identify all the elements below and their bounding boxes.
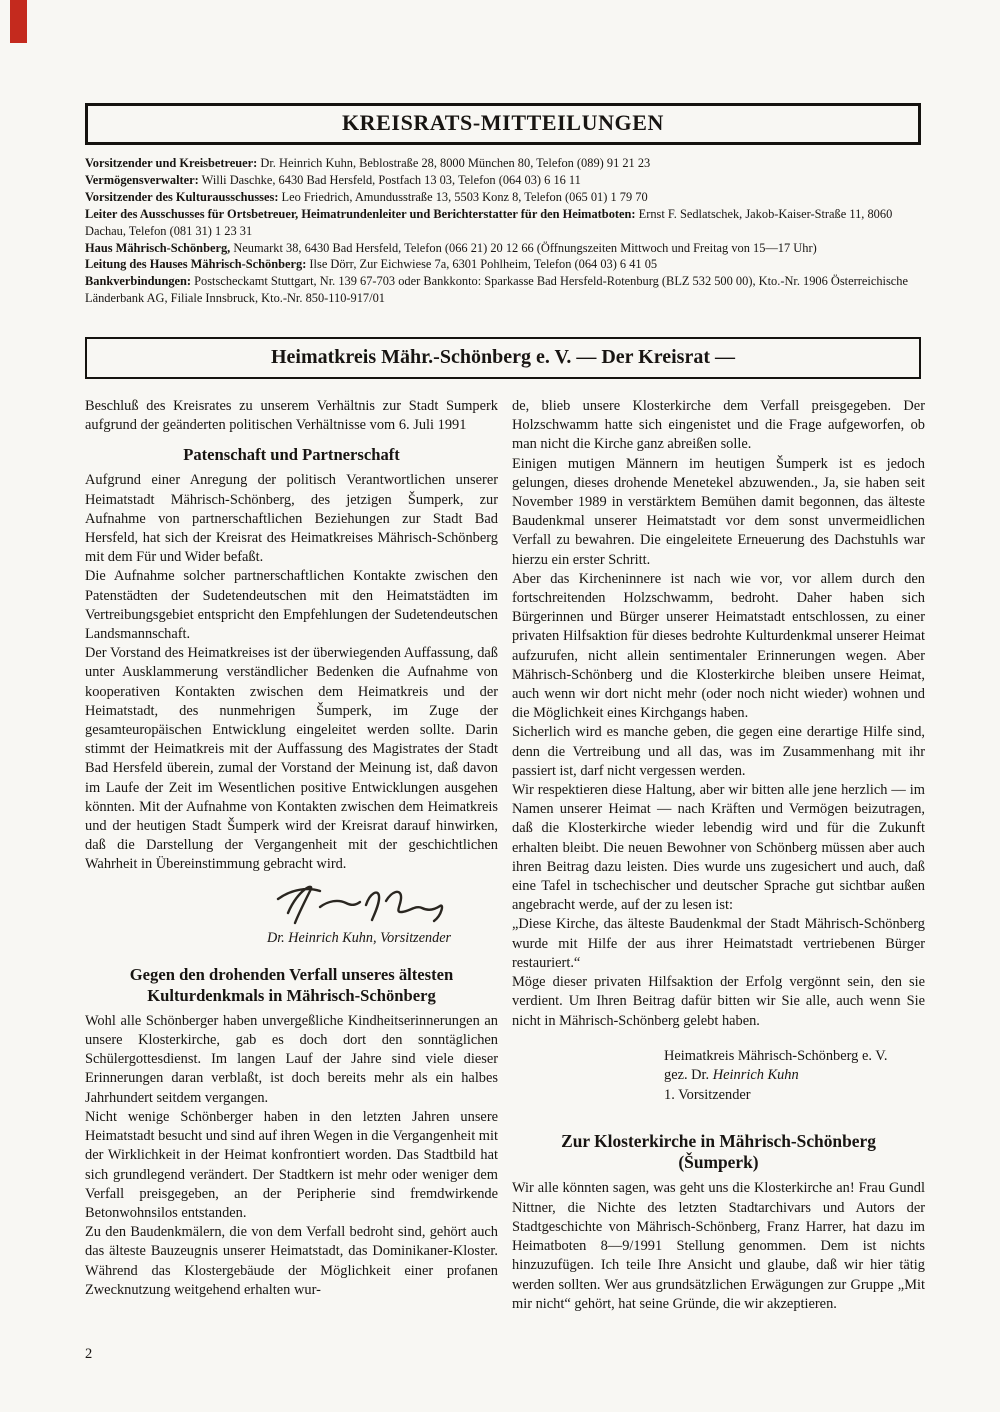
- contact-text: Willi Daschke, 6430 Bad Hersfeld, Postfach 13 03, Telefon (064 03) 6 16 11: [198, 172, 581, 187]
- contact-text: Dr. Heinrich Kuhn, Beblostraße 28, 8000 München 80, Telefon (089) 91 21 23: [257, 156, 651, 170]
- contact-text: Ilse Dörr, Zur Eichwiese 7a, 6301 Pohlheim, Telefon (064 03) 6 41 05: [306, 257, 658, 272]
- masthead-title: KREISRATS-MITTEILUNGEN: [341, 110, 665, 135]
- red-tab-mark: [10, 0, 27, 43]
- contact-text: Ernst F. Sedlatschek, Jakob-Kaiser-Straße 11, 8060 Dachau, Telefon (081 31) 1 23 31: [85, 206, 893, 238]
- contact-label: Vorsitzender des Kulturausschusses:: [85, 189, 279, 204]
- contact-text: Leo Friedrich, Amundusstraße 13, 5503 Konz 8, Telefon (065 01) 1 79 70: [278, 189, 648, 204]
- contact-line: [85, 155, 927, 172]
- masthead: [85, 103, 921, 145]
- body-paragraph: Zu den Baudenkmälern, die von dem Verfall bedroht sind, gehört auch das älteste Bauzeugnis unserer Heimatstadt, das Dominikaner-Kloster. Während das Klostergebäude der Möglichkeit einer profanen Zwecknutzung weitgehend erhalten wur-: [85, 1224, 498, 1298]
- contact-line: [85, 172, 927, 189]
- contact-label: Vermögensverwalter:: [85, 172, 199, 187]
- body-paragraph: Aber das Kircheninnere ist nach wie vor, vor allem durch den fortschreitenden Holzschwamm, bedroht. Daher haben sich Bürgerinnen und Bürger unserer Heimatstadt entschlossen, zu einer privaten Hilfsaktion für dieses bedrohte Kulturdenkmal unserer Heimat aufzurufen, nicht allein sentimentaler Erinnerungen wegen. Aber Mährisch-Schönberg und die Klosterkirche bleiben unsere Heimat, auch wenn wir dort nicht mehr (oder noch nicht wieder) wohnen und die Möglichkeit eines Kirchgangs haben.: [512, 570, 925, 722]
- body-paragraph: Nicht wenige Schönberger haben in den letzten Jahren unsere Heimatstadt besucht und sind auf ihren Wegen in die Vergangenheit mit der Wirklichkeit in der Heimat konfrontiert worden. Das Stadtbild hat sich grundlegend verändert. Der Stadtkern ist mehr oder weniger dem Verfall preisgegeben, an der Peripherie sind fremdwirkende Betonwohnsilos entstanden.: [85, 1108, 498, 1221]
- body-paragraph: Einigen mutigen Männern im heutigen Šumperk ist es jedoch gelungen, dieses drohende Menetekel abzuwenden., Ja, sie haben seit November 1989 in verstärktem Bemühen damit begonnen, das älteste Baudenkmal unserer Heimatstadt vor dem sonst unvermeidlichen Verfall zu bewahren. Die eingeleitete Erneuerung des Dachstuhls war hierzu ein erster Schritt.: [512, 455, 925, 568]
- closing-block: [664, 1047, 925, 1106]
- section-banner: Heimatkreis Mähr.-Schönberg e. V. — Der Kreisrat —: [85, 337, 921, 379]
- contact-info-block: [85, 155, 927, 307]
- closing-signer-name: Heinrich Kuhn: [712, 1067, 799, 1084]
- contact-text: Postscheckamt Stuttgart, Nr. 139 67-703 oder Bankkonto: Sparkasse Bad Hersfeld-Rotenburg (BLZ 532 500 00), Kto.-Nr. 1906 Österreichische Länderbank AG, Filiale Innsbruck, Kto.-Nr. 850-110-917/01: [85, 274, 908, 306]
- signature-caption: Dr. Heinrich Kuhn, Vorsitzender: [266, 929, 452, 946]
- contact-line: [85, 273, 927, 307]
- heading-patenschaft: Patenschaft und Partnerschaft: [183, 445, 400, 465]
- right-column: [512, 397, 925, 1314]
- body-paragraph: Wohl alle Schönberger haben unvergeßliche Kindheitserinnerungen an unsere Klosterkirche, gab es doch dort den sonntäglichen Schülergottesdienst. Im langen Lauf der Jahre sind viele dieser Erinnerungen daran verblaßt, ist doch bereits mehr als ein halbes Jahrhundert seitdem vergangen.: [85, 1012, 498, 1106]
- heading-klosterkirche-line1: Zur Klosterkirche in Mährisch-Schönberg: [561, 1131, 876, 1152]
- closing-role: 1. Vorsitzender: [664, 1086, 751, 1103]
- closing-signer-prefix: gez. Dr.: [664, 1067, 713, 1084]
- contact-text: Neumarkt 38, 6430 Bad Hersfeld, Telefon (066 21) 20 12 66 (Öffnungszeiten Mittwoch und Freitag von 15—17 Uhr): [230, 240, 817, 255]
- signature-block: [234, 877, 484, 948]
- body-paragraph: Sicherlich wird es manche geben, die gegen eine derartige Hilfe sind, denn die Vertreibung und all das, was im Zusammenhang mit ihr passiert ist, darf nicht vergessen werden.: [512, 724, 925, 779]
- body-paragraph: Wir alle könnten sagen, was geht uns die Klosterkirche an! Frau Gundl Nittner, die Nichte des letzten Stadtarchivars und Autors der Stadtgeschichte von Mährisch-Schönberg, Franz Harrer, hat dazu im Heimatboten 8—9/1991 Stellung genommen. Dem ist nichts hinzuzufügen. Ich teile Ihre Ansicht und glaube, daß wir hier tätig werden sollten. Wer aus grundsätzlichen Erwägungen zur Gruppe „Mit mir nicht“ gehört, hat seine Gründe, die wir akzeptieren.: [512, 1180, 925, 1312]
- heading-verfall-line2: Kulturdenkmals in Mährisch-Schönberg: [147, 985, 436, 1005]
- body-paragraph: Die Aufnahme solcher partnerschaftlichen Kontakte zwischen den Patenstädten der Sudetendeutschen mit den Heimatstädten im Vertreibungsgebiet entspricht den Empfehlungen der Sudetendeutschen Landsmannschaft.: [85, 568, 498, 643]
- body-paragraph: Möge dieser privaten Hilfsaktion der Erfolg vergönnt sein, den sie verdient. Um Ihren Beitrag dafür bitten wir Sie alle, auch wenn Sie nicht in Mährisch-Schönberg gelebt haben.: [512, 974, 925, 1029]
- intro-paragraph: Beschluß des Kreisrates zu unserem Verhältnis zur Stadt Sumperk aufgrund der geänderten politischen Verhältnisse vom 6. Juli 1991: [85, 398, 498, 434]
- contact-label: Leitung des Hauses Mährisch-Schönberg:: [85, 257, 307, 272]
- body-paragraph: Der Vorstand des Heimatkreises ist der überwiegenden Auffassung, daß unter Ausklammerung verständlicher Bedenken die Aufnahme von kooperativen Kontakten zwischen dem Heimatkreis und der Heimatstadt, des nunmehrigen Šumperk, im Zuge der gesamteuropäischen Entwicklung eingeleitet werden sollte. Darin stimmt der Heimatkreis mit der Auffassung des Magistrates der Stadt Bad Hersfeld überein, zumal der Vorstand der Meinung ist, daß davon im Laufe der Zeit im Wesentlichen positive Entwicklungen ausgehen könnten. Mit der Aufnahme von Kontakten zwischen dem Heimatkreis und der heutigen Stadt Šumperk wird der Kreisrat darauf hinwirken, daß die Darstellung der Vergangenheit mit der geschichtlichen Wahrheit in Übereinstimmung gebracht wird.: [85, 645, 498, 873]
- contact-label: Leiter des Ausschusses für Ortsbetreuer, Heimatrundenleiter und Berichterstatter für den Heimatboten:: [85, 206, 636, 221]
- body-paragraph: Wir respektieren diese Haltung, aber wir bitten alle jene herzlich — im Namen unserer Heimat — nach Kräften und Vermögen beizutragen, daß die Klosterkirche wieder lebendig wird und für die Zukunft erhalten bleibt. Die neuen Bewohner von Schönberg müssen aber auch ihren Beitrag dazu leisten. Dies wurde uns zugesichert und auch, daß eine Tafel in tschechischer und deutscher Sprache gut sichtbar außen angebracht werde, auf der zu lesen ist:: [512, 782, 925, 914]
- signature-image: [264, 877, 454, 929]
- page-number: 2: [85, 1346, 93, 1362]
- closing-signer: [664, 1066, 925, 1086]
- heading-klosterkirche-line2: (Šumperk): [678, 1152, 759, 1173]
- heading-klosterkirche: [512, 1131, 925, 1173]
- contact-line: [85, 189, 927, 206]
- contact-line: [85, 206, 927, 240]
- contact-label: Bankverbindungen:: [85, 274, 192, 289]
- body-paragraph: de, blieb unsere Klosterkirche dem Verfall preisgegeben. Der Holzschwamm hatte sich eingenistet und die Frage aufgeworfen, ob man nicht die Kirche ganz abreißen solle.: [512, 398, 925, 453]
- contact-label: Vorsitzender und Kreisbetreuer:: [85, 156, 258, 170]
- contact-label: Haus Mährisch-Schönberg,: [85, 240, 231, 255]
- closing-org: Heimatkreis Mährisch-Schönberg e. V.: [664, 1047, 888, 1064]
- quote-paragraph: „Diese Kirche, das älteste Baudenkmal der Stadt Mährisch-Schönberg wurde mit Hilfe der aus ihrer Heimatstadt vertriebenen Bürger restauriert.“: [512, 916, 925, 971]
- heading-verfall: [85, 964, 498, 1006]
- contact-line: [85, 240, 927, 257]
- body-paragraph: Aufgrund einer Anregung der politisch Verantwortlichen unserer Heimatstadt Mährisch-Schönberg, des jetzigen Šumperk, zur Aufnahme von partnerschaftlichen Beziehungen zur Stadt Bad Hersfeld, hat sich der Kreisrat des Heimatkreises Mährisch-Schönberg mit dem Für und Wider befaßt.: [85, 472, 498, 566]
- heading-verfall-line1: Gegen den drohenden Verfall unseres ältesten: [129, 964, 454, 984]
- contact-line: [85, 256, 927, 273]
- left-column: [85, 397, 498, 1300]
